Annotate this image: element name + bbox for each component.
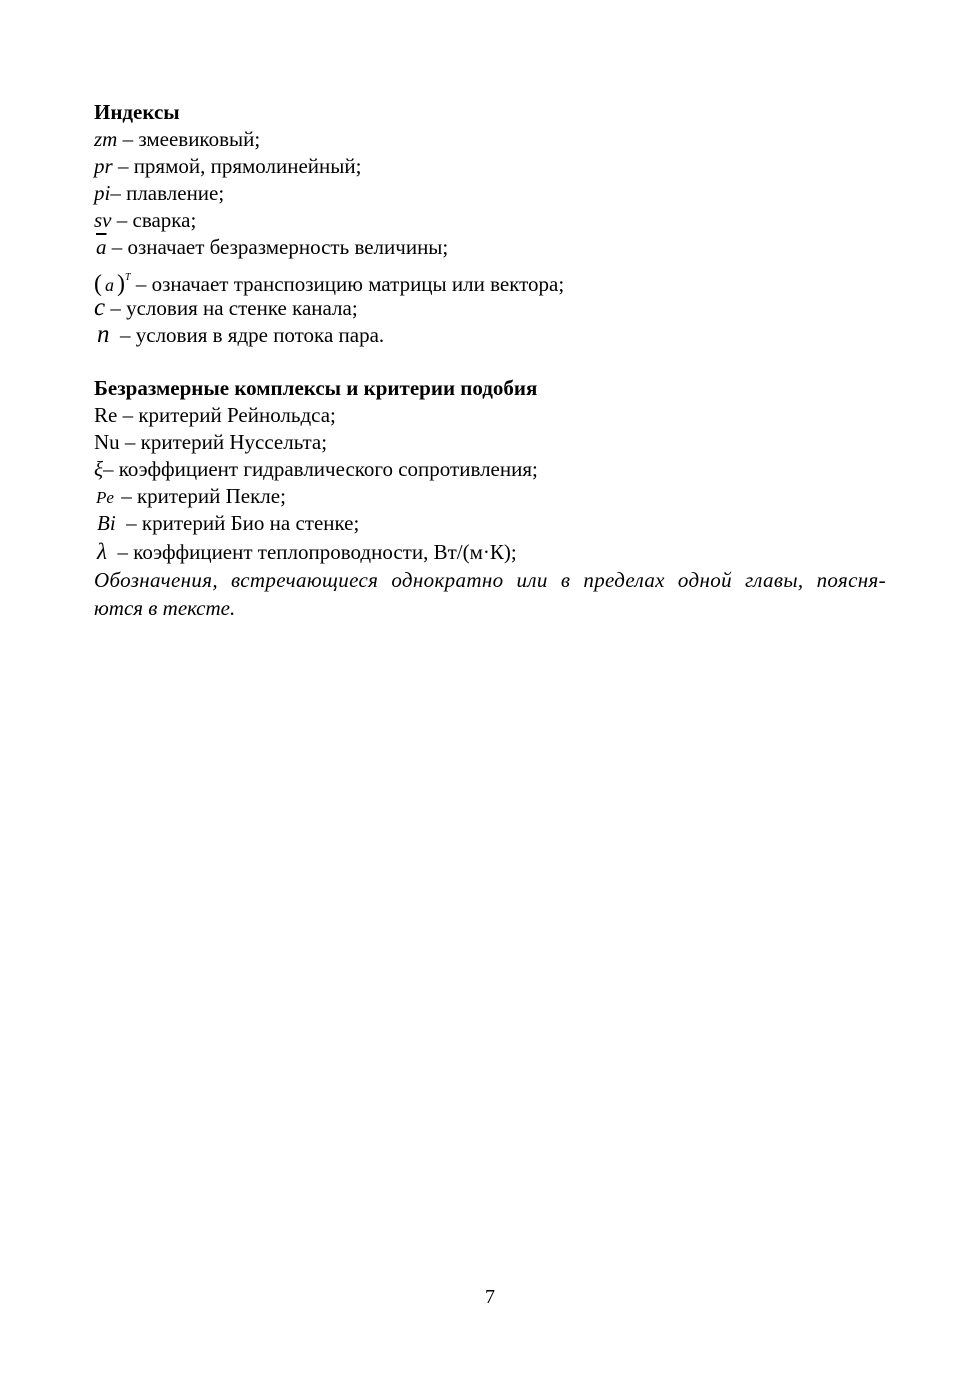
criterion-item-re	[94, 402, 894, 429]
index-description: – условия на стенке канала;	[105, 296, 358, 320]
index-item-core	[94, 321, 894, 348]
transpose-superscript: T	[125, 272, 131, 283]
index-item-wall	[94, 294, 894, 321]
criteria-heading: Безразмерные комплексы и критерии подобия	[94, 376, 538, 400]
notation-note-line-2: ются в тексте.	[94, 596, 236, 620]
index-symbol: pi	[94, 181, 111, 205]
index-symbol: zm	[94, 127, 118, 151]
page-number: 7	[485, 1286, 495, 1308]
criterion-description: – критерий Рейнольдса;	[117, 403, 336, 427]
criterion-item-lambda	[94, 537, 894, 566]
criterion-item-nu	[94, 429, 894, 456]
criterion-description: – критерий Нуссельта;	[119, 430, 328, 454]
criterion-item-xi	[94, 456, 894, 483]
notation-note	[94, 566, 886, 622]
index-item-sv	[94, 207, 894, 234]
notation-note-line-1: Обозначения, встречающиеся однократно или в пределах одной главы, поясня-	[94, 568, 886, 592]
index-description: – означает транспозицию матрицы или вектора;	[130, 272, 565, 296]
index-description: – условия в ядре потока пара.	[109, 323, 385, 347]
criterion-item-bi	[94, 510, 894, 537]
page-content	[94, 98, 894, 622]
index-symbol: n	[97, 321, 110, 348]
criterion-symbol: Re	[94, 403, 118, 427]
index-description: – змеевиковый;	[117, 127, 261, 151]
index-item-transpose	[94, 261, 894, 297]
section-gap	[94, 348, 894, 374]
close-paren: )	[117, 271, 125, 297]
indices-heading: Индексы	[94, 100, 180, 124]
criterion-description: – критерий Био на стенке;	[115, 511, 360, 535]
criterion-description: – коэффициент теплопроводности, Вт/(м·К);	[106, 540, 517, 564]
criterion-symbol: Bi	[97, 511, 116, 535]
index-symbol: pr	[94, 154, 113, 178]
index-symbol: c	[94, 294, 106, 321]
index-item-dimensionless	[94, 234, 894, 261]
index-item-pi	[94, 180, 894, 207]
criterion-symbol: λ	[97, 539, 107, 564]
criterion-description: – коэффициент гидравлического сопротивления;	[103, 457, 538, 481]
index-description: – сварка;	[111, 208, 197, 232]
index-symbol: sv	[94, 208, 112, 232]
index-description: – плавление;	[110, 181, 225, 205]
index-description: – означает безразмерность величины;	[106, 235, 449, 259]
open-paren: (	[94, 271, 102, 297]
criterion-description: – критерий Пекле;	[115, 484, 286, 508]
index-symbol-overlined: $\overline{a}$	[96, 235, 107, 259]
index-item-zm	[94, 126, 894, 153]
index-item-pr	[94, 153, 894, 180]
criterion-symbol: Nu	[94, 430, 120, 454]
index-symbol: a	[105, 275, 114, 295]
criterion-symbol: Pe	[96, 488, 114, 507]
criterion-item-pe	[94, 483, 894, 510]
criterion-symbol: ξ	[94, 457, 103, 481]
index-description: – прямой, прямолинейный;	[112, 154, 362, 178]
